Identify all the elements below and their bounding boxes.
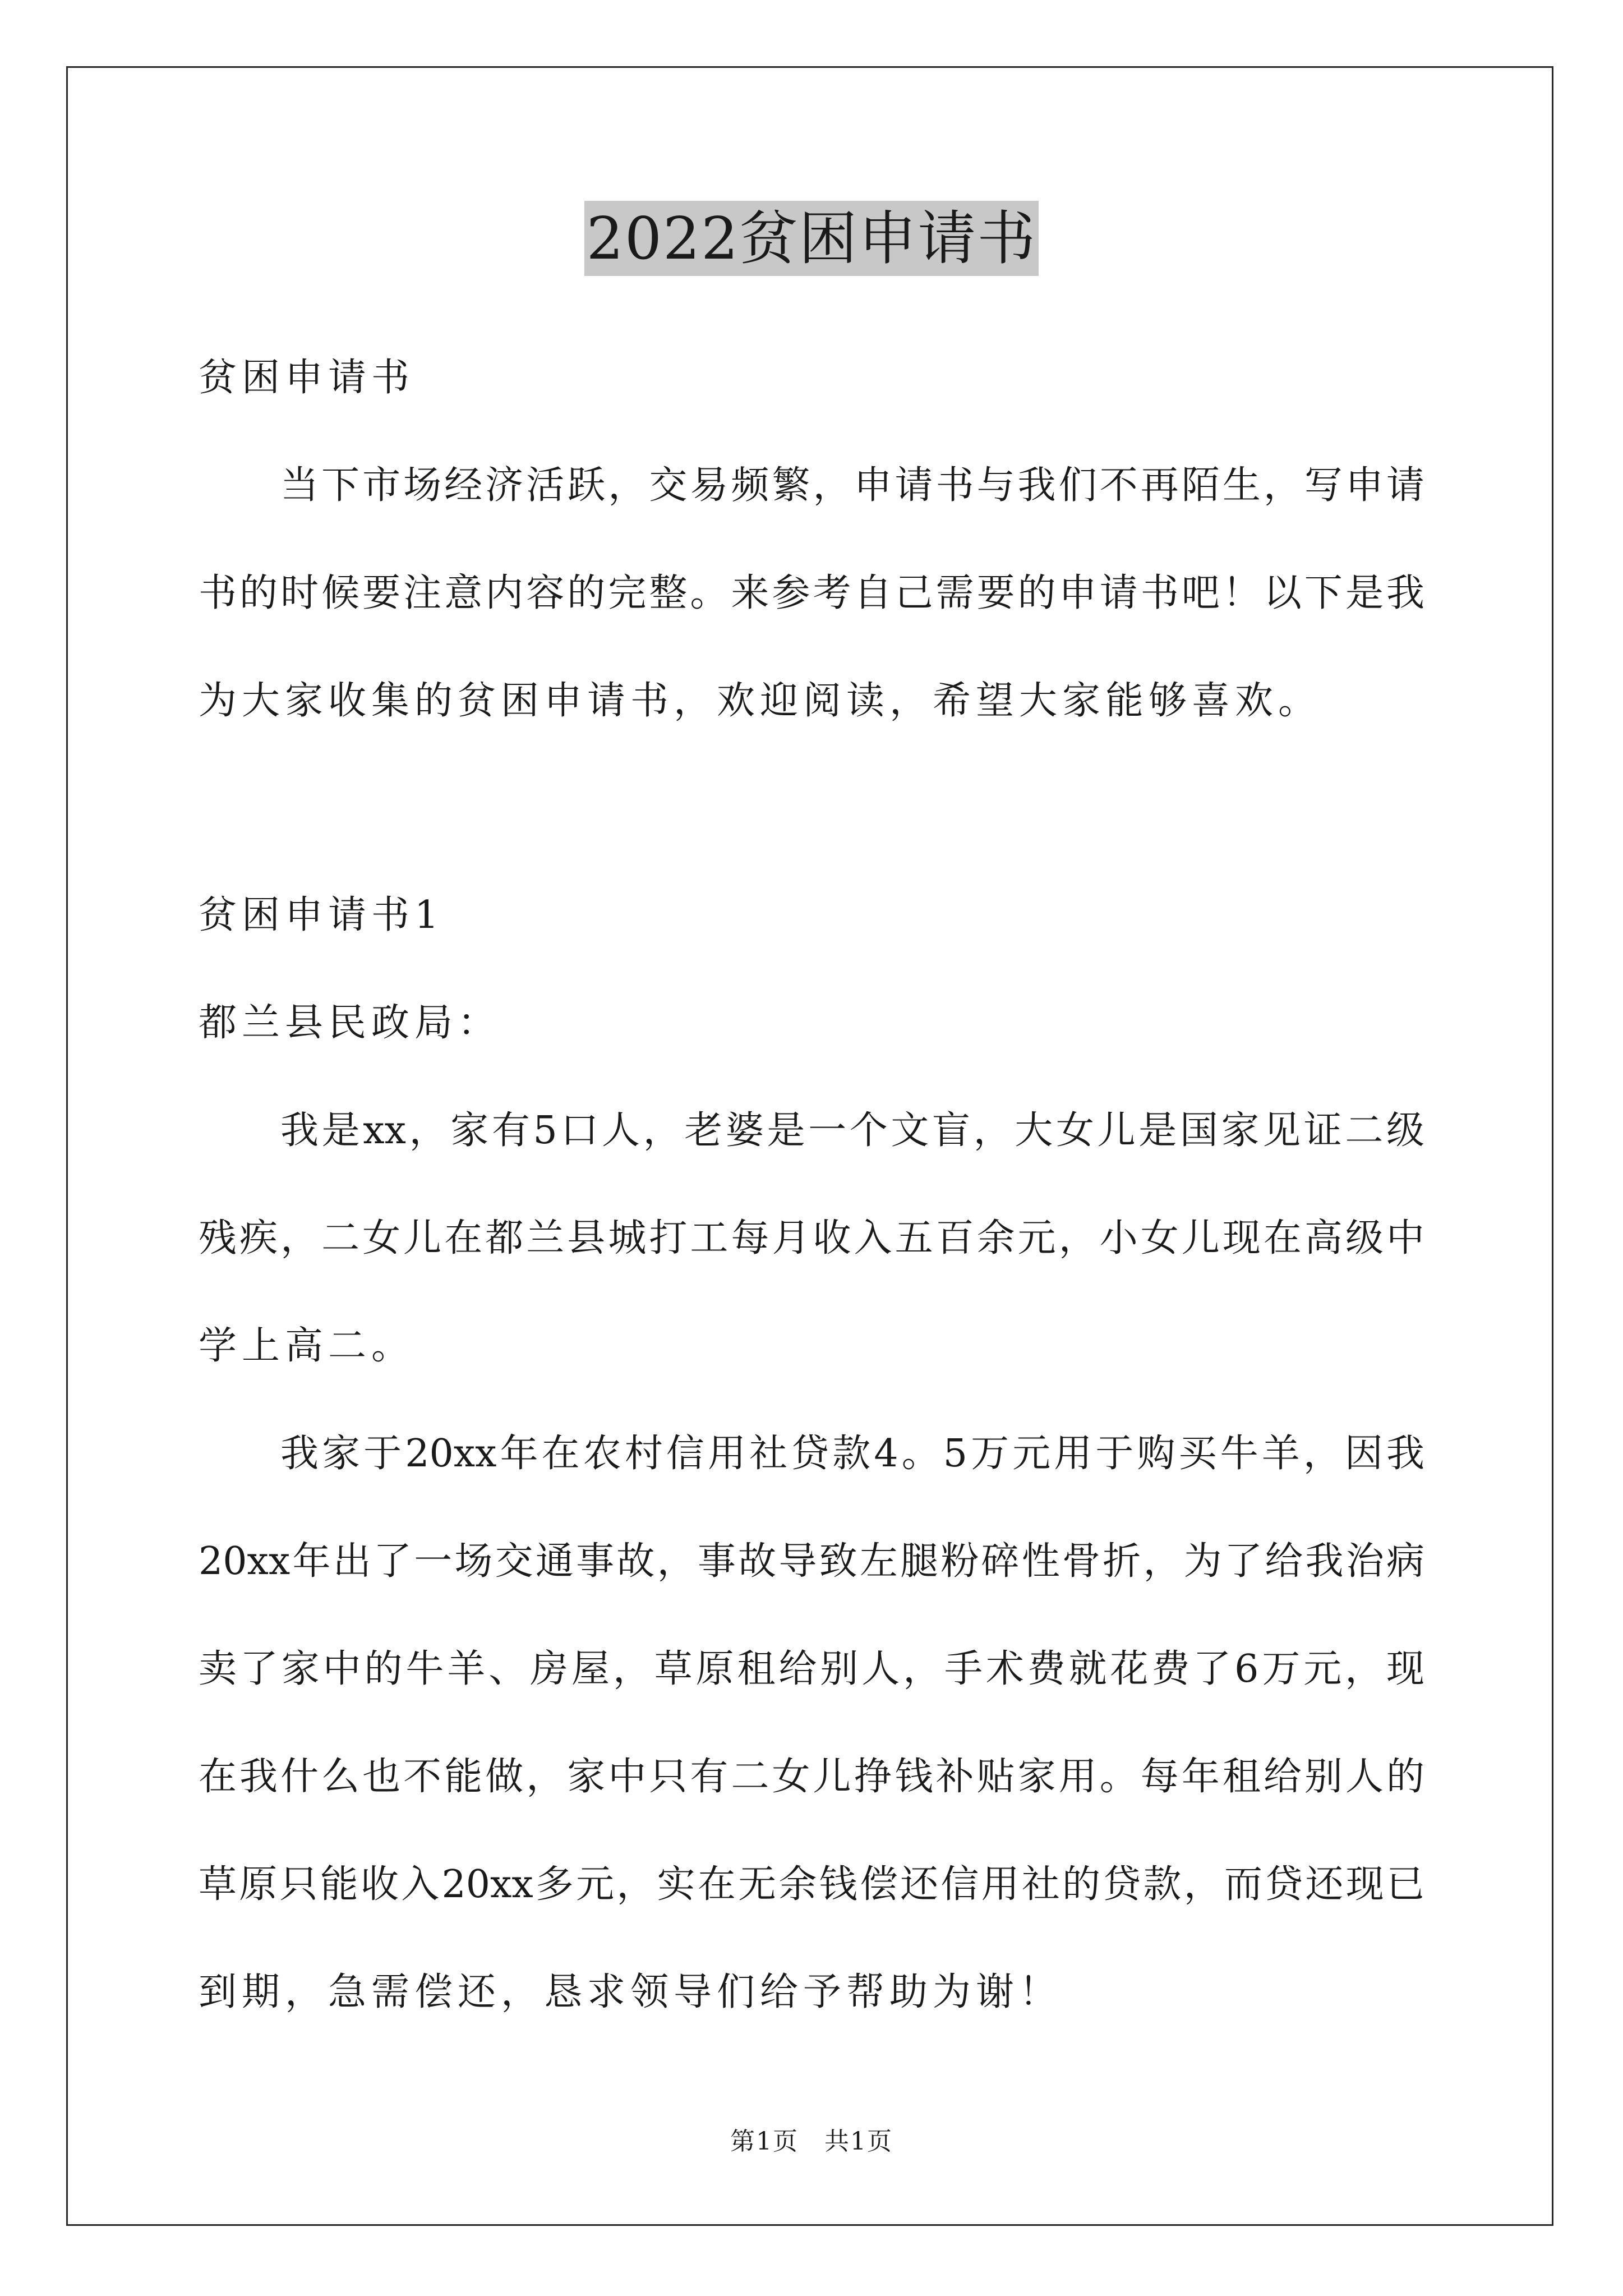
paragraph-line: 我家于20xx年在农村信用社贷款4。5万元用于购买牛羊，因我	[280, 1432, 1424, 1476]
title-container	[0, 201, 1623, 276]
paragraph-line: 到期，急需偿还，恳求领导们给予帮助为谢！	[199, 1970, 1063, 2014]
paragraph-line: 学上高二。	[199, 1324, 415, 1368]
page-footer: 第1页 共1页	[730, 2127, 893, 2156]
section-heading: 贫困申请书1	[199, 893, 444, 937]
paragraph-line: 草原只能收入20xx多元，实在无余钱偿还信用社的贷款，而贷还现已	[199, 1862, 1424, 1907]
paragraph-line: 当下市场经济活跃，交易频繁，申请书与我们不再陌生，写申请	[280, 463, 1424, 508]
paragraph-line: 为大家收集的贫困申请书，欢迎阅读，希望大家能够喜欢。	[199, 679, 1322, 723]
paragraph-line: 20xx年出了一场交通事故，事故导致左腿粉碎性骨折，为了给我治病	[199, 1539, 1424, 1584]
paragraph-line: 在我什么也不能做，家中只有二女儿挣钱补贴家用。每年租给别人的	[199, 1755, 1424, 1799]
salutation: 都兰县民政局：	[199, 1001, 501, 1045]
paragraph-line: 我是xx，家有5口人，老婆是一个文盲，大女儿是国家见证二级	[280, 1108, 1424, 1153]
paragraph-line: 卖了家中的牛羊、房屋，草原租给别人，手术费就花费了6万元，现	[199, 1647, 1424, 1691]
section-heading: 贫困申请书	[199, 356, 415, 400]
document-title: 2022贫困申请书	[584, 201, 1039, 276]
paragraph-line: 书的时候要注意内容的完整。来参考自己需要的申请书吧！以下是我	[199, 571, 1424, 615]
paragraph-line: 残疾，二女儿在都兰县城打工每月收入五百余元，小女儿现在高级中	[199, 1216, 1424, 1260]
